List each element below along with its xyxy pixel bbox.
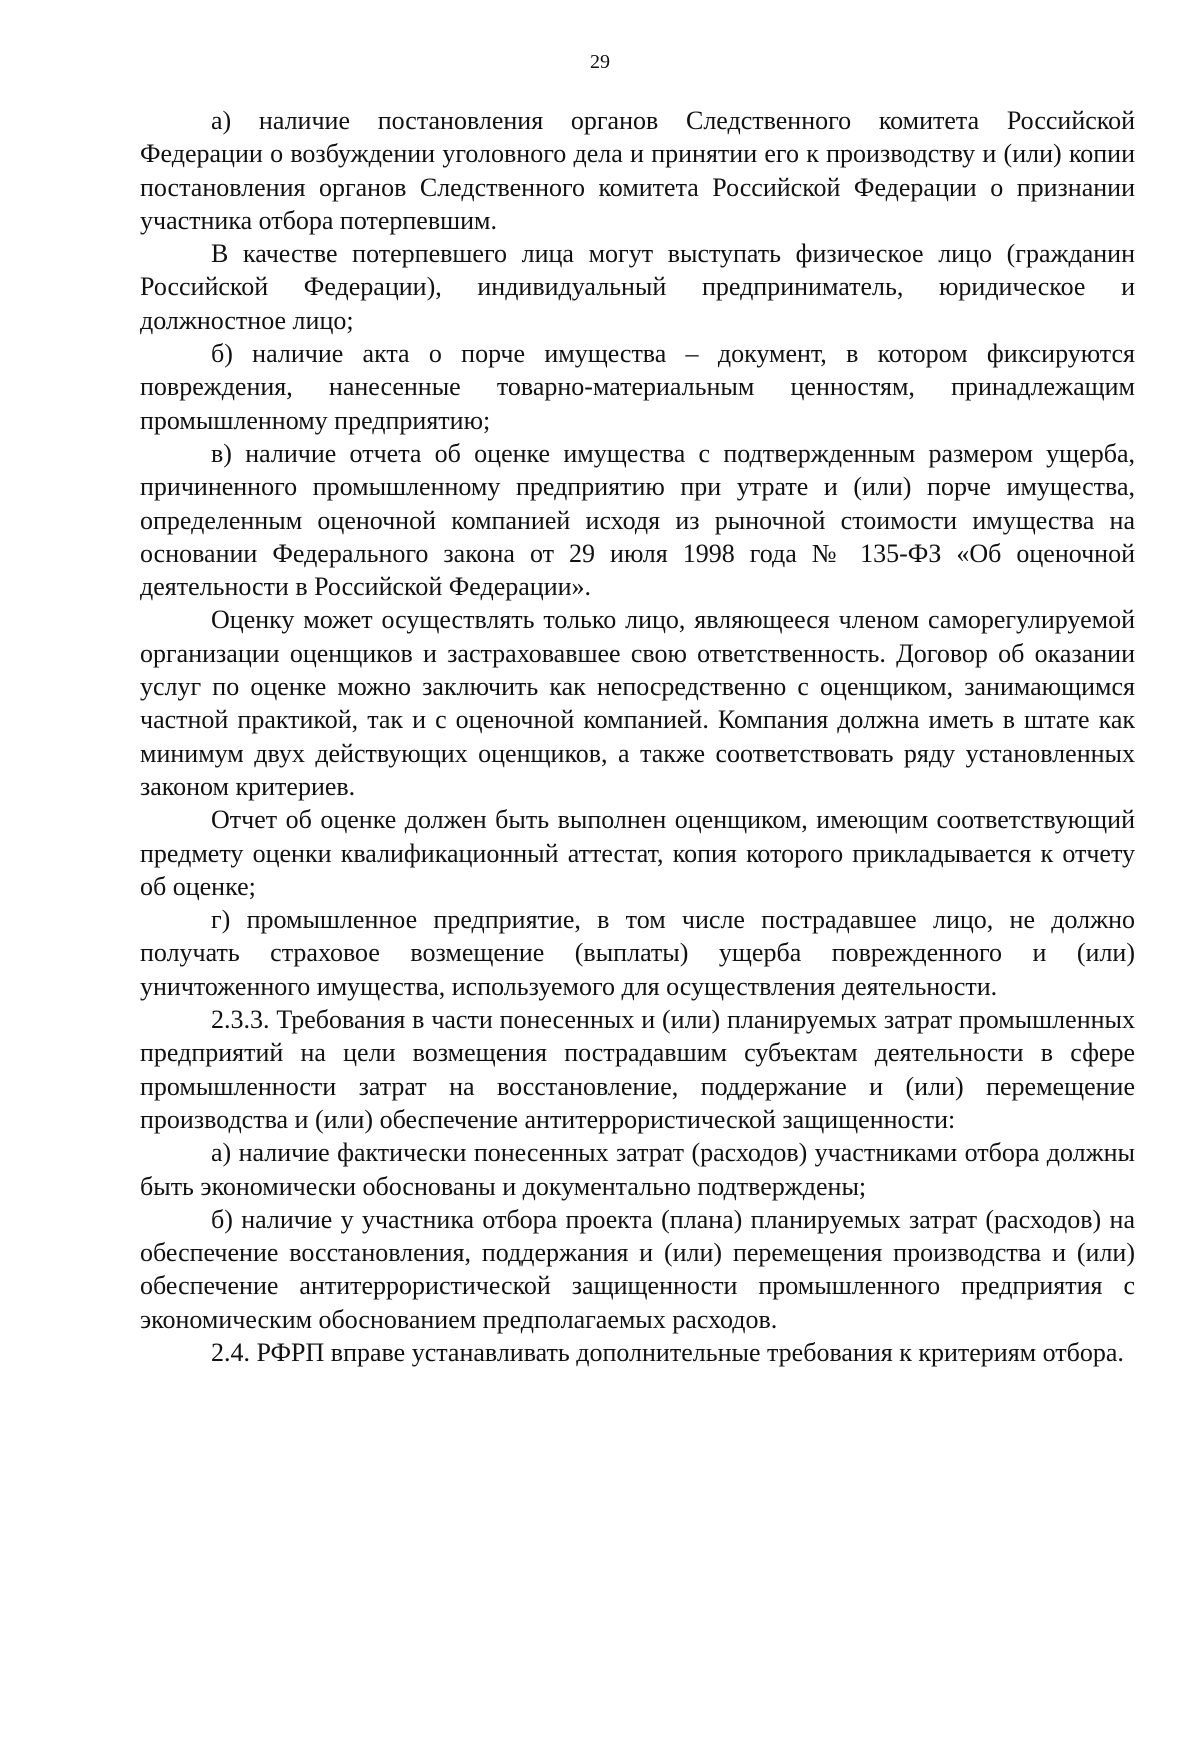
paragraph-v-valuation-report: в) наличие отчета об оценке имущества с подтвержденным размером ущерба, причиненного промышленному предприятию при утрате и (или) порче имущества, определенным оценочной компанией исходя из рыночной стоимости имущества на основании Федерального закона от 29 июля 1998 года № 135-ФЗ «Об оценочной деятельности в Российской Федерации». — [140, 438, 1135, 602]
document-body — [140, 104, 1135, 1369]
paragraph-a-criminal-case: а) наличие постановления органов Следственного комитета Российской Федерации о возбуждении уголовного дела и принятии его к производству и (или) копии постановления органов Следственного комитета Российской Федерации о признании участника отбора потерпевшим. — [140, 106, 1135, 235]
paragraph-valuer-requirements: Оценку может осуществлять только лицо, являющееся членом саморегулируемой организации оценщиков и застраховавшее свою ответственность. Договор об оказании услуг по оценке можно заключить как непосредственно с оценщиком, занимающимся частной практикой, так и с оценочной компанией. Компания должна иметь в штате как минимум двух действующих оценщиков, а также соответствовать ряду установленных законом критериев. — [140, 605, 1135, 801]
paragraph-g-insurance: г) промышленное предприятие, в том числе пострадавшее лицо, не должно получать страховое возмещение (выплаты) ущерба поврежденного и (или) уничтоженного имущества, используемого для осуществления деятельности. — [140, 905, 1135, 1001]
paragraph-b-damage-act: б) наличие акта о порче имущества – документ, в котором фиксируются повреждения, нанесенные товарно-материальным ценностям, принадлежащим промышленному предприятию; — [140, 339, 1135, 435]
paragraph-2-4-additional-requirements: 2.4. РФРП вправе устанавливать дополнительные требования к критериям отбора. — [211, 1337, 1124, 1367]
paragraph-2-3-3-cost-requirements: 2.3.3. Требования в части понесенных и (или) планируемых затрат промышленных предприятий на цели возмещения пострадавшим субъектам деятельности в сфере промышленности затрат на восстановление, поддержание и (или) перемещение производства и (или) обеспечение антитеррористической защищенности: — [140, 1005, 1135, 1134]
paragraph-b-planned-costs: б) наличие у участника отбора проекта (плана) планируемых затрат (расходов) на обеспечение восстановления, поддержания и (или) перемещения производства и (или) обеспечение антитеррористической защищенности промышленного предприятия с экономическим обоснованием предполагаемых расходов. — [140, 1204, 1135, 1334]
paragraph-valuer-certificate: Отчет об оценке должен быть выполнен оценщиком, имеющим соответствующий предмету оценки квалификационный аттестат, копия которого прикладывается к отчету об оценке; — [140, 805, 1135, 901]
page-number: 29 — [590, 51, 610, 73]
paragraph-victim-persons: В качестве потерпевшего лица могут выступать физическое лицо (гражданин Российской Федерации), индивидуальный предприниматель, юридическое и должностное лицо; — [140, 239, 1135, 335]
paragraph-a-actual-costs: а) наличие фактически понесенных затрат (расходов) участниками отбора должны быть экономически обоснованы и документально подтверждены; — [140, 1138, 1135, 1201]
